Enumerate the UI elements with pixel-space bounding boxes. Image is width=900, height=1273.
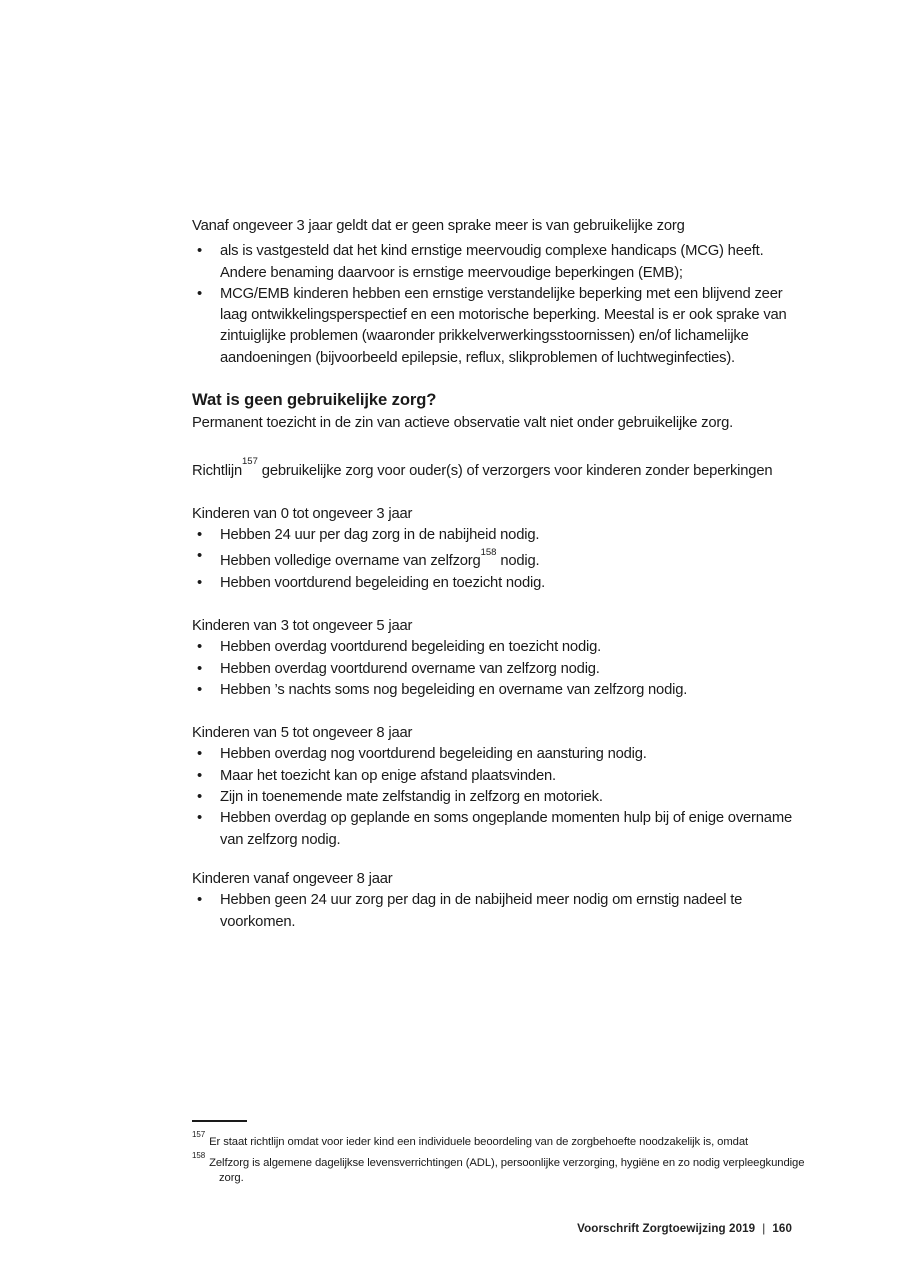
bullet-text: Hebben overdag nog voortdurend begeleiding en aansturing nodig. <box>220 746 647 763</box>
list-item <box>192 766 794 787</box>
footnote-separator-rule <box>192 1120 247 1122</box>
footer-separator: | <box>762 1222 766 1235</box>
bullet-text-part: nodig. <box>496 553 540 570</box>
footnote-marker: 157 <box>192 1130 206 1139</box>
group-title: Kinderen van 0 tot ongeveer 3 jaar <box>192 505 413 522</box>
page-content <box>192 216 794 933</box>
list-item <box>192 573 794 594</box>
section-heading: Wat is geen gebruikelijke zorg? <box>192 390 437 410</box>
page-number: 160 <box>772 1222 792 1235</box>
bullet-marker: • <box>197 574 202 591</box>
bullet-text: Hebben geen 24 uur zorg per dag in de nabijheid meer nodig om ernstig nadeel te voorkomen. <box>220 892 743 930</box>
bullet-text: Hebben overdag voortdurend begeleiding en toezicht nodig. <box>220 639 602 656</box>
list-item <box>192 787 794 808</box>
list-item <box>192 808 794 851</box>
bullet-text: Maar het toezicht kan op enige afstand plaatsvinden. <box>220 767 556 784</box>
footnote-158 <box>192 1151 812 1187</box>
intro-lead: Vanaf ongeveer 3 jaar geldt dat er geen sprake meer is van gebruikelijke zorg <box>192 218 685 234</box>
list-item <box>192 744 794 765</box>
bullet-marker: • <box>197 681 202 698</box>
bullet-marker: • <box>197 660 202 677</box>
bullet-text: Hebben voortdurend begeleiding en toezicht nodig. <box>220 574 546 591</box>
list-item <box>192 659 794 680</box>
age-group-8-plus <box>192 869 794 933</box>
bullet-text-part: Hebben volledige overname van zelfzorg <box>220 553 481 570</box>
bullet-text: als is vastgesteld dat het kind ernstige meervoudig complexe handicaps (MCG) heeft. Andere benaming daarvoor is ernstige meervoudige beperkingen (EMB); <box>220 243 764 281</box>
footnote-text: Zelfzorg is algemene dagelijkse levensverrichtingen (ADL), persoonlijke verzorging, hygiëne en zo nodig verpleegkundige zorg. <box>209 1156 805 1185</box>
richtlijn-text: Richtlijn <box>192 462 243 479</box>
richtlijn-line <box>192 456 794 482</box>
bullet-marker: • <box>197 789 202 806</box>
group-bullet-list <box>192 637 794 701</box>
age-group-0-3 <box>192 504 794 594</box>
bullet-text: Hebben overdag voortdurend overname van zelfzorg nodig. <box>220 660 600 677</box>
group-bullet-list <box>192 890 794 933</box>
bullet-marker: • <box>197 243 202 260</box>
list-item <box>192 546 794 572</box>
footnotes-area <box>192 1120 812 1187</box>
bullet-marker: • <box>197 548 202 565</box>
list-item <box>192 525 794 546</box>
bullet-text: Hebben ’s nachts soms nog begeleiding en overname van zelfzorg nodig. <box>220 681 688 698</box>
footnote-marker: 158 <box>192 1150 206 1160</box>
footnote-ref-158: 158 <box>480 546 497 558</box>
bullet-marker: • <box>197 285 202 302</box>
footnote-ref-157: 157 <box>242 456 258 468</box>
richtlijn-text: gebruikelijke zorg voor ouder(s) of verzorgers voor kinderen zonder beperkingen <box>257 462 773 479</box>
list-item <box>192 284 794 369</box>
bullet-marker: • <box>197 892 202 909</box>
list-item <box>192 637 794 658</box>
list-item <box>192 890 794 933</box>
bullet-marker: • <box>197 527 202 544</box>
paragraph-permanent-toezicht: Permanent toezicht in de zin van actieve observatie valt niet onder gebruikelijke zorg. <box>192 415 734 432</box>
footer-document-title: Voorschrift Zorgtoewijzing 2019 <box>577 1222 756 1235</box>
footnote-157 <box>192 1130 812 1151</box>
bullet-text: Hebben 24 uur per dag zorg in de nabijheid nodig. <box>220 527 540 544</box>
intro-bullet-list <box>192 241 794 369</box>
group-title: Kinderen van 3 tot ongeveer 5 jaar <box>192 618 413 634</box>
group-bullet-list <box>192 525 794 594</box>
bullet-marker: • <box>197 767 202 784</box>
group-title: Kinderen van 5 tot ongeveer 8 jaar <box>192 725 413 742</box>
bullet-text <box>220 546 794 572</box>
bullet-text: MCG/EMB kinderen hebben een ernstige verstandelijke beperking met een blijvend zeer laag ontwikkelingsperspectief en een motorische beperking. Meestal is er ook sprake van zintuiglijke problemen (waaronder prikkelverwerkingsstoornissen) en/of lichamelijke aandoeningen (bijvoorbeeld epilepsie, reflux, slikproblemen of luchtweginfecties). <box>220 285 787 366</box>
age-group-5-8 <box>192 723 794 851</box>
group-bullet-list <box>192 744 794 850</box>
bullet-text: Hebben overdag op geplande en soms ongeplande momenten hulp bij of enige overname van zelfzorg nodig. <box>220 810 792 848</box>
bullet-text: Zijn in toenemende mate zelfstandig in zelfzorg en motoriek. <box>220 789 603 806</box>
list-item <box>192 241 794 284</box>
list-item <box>192 680 794 701</box>
group-title: Kinderen vanaf ongeveer 8 jaar <box>192 870 393 887</box>
footnote-text: Er staat richtlijn omdat voor ieder kind een individuele beoordeling van de zorgbehoefte noodzakelijk is, omdat <box>209 1135 749 1148</box>
bullet-marker: • <box>197 810 202 827</box>
page-footer <box>577 1222 792 1235</box>
age-group-3-5 <box>192 616 794 701</box>
bullet-marker: • <box>197 746 202 763</box>
bullet-marker: • <box>197 639 202 656</box>
